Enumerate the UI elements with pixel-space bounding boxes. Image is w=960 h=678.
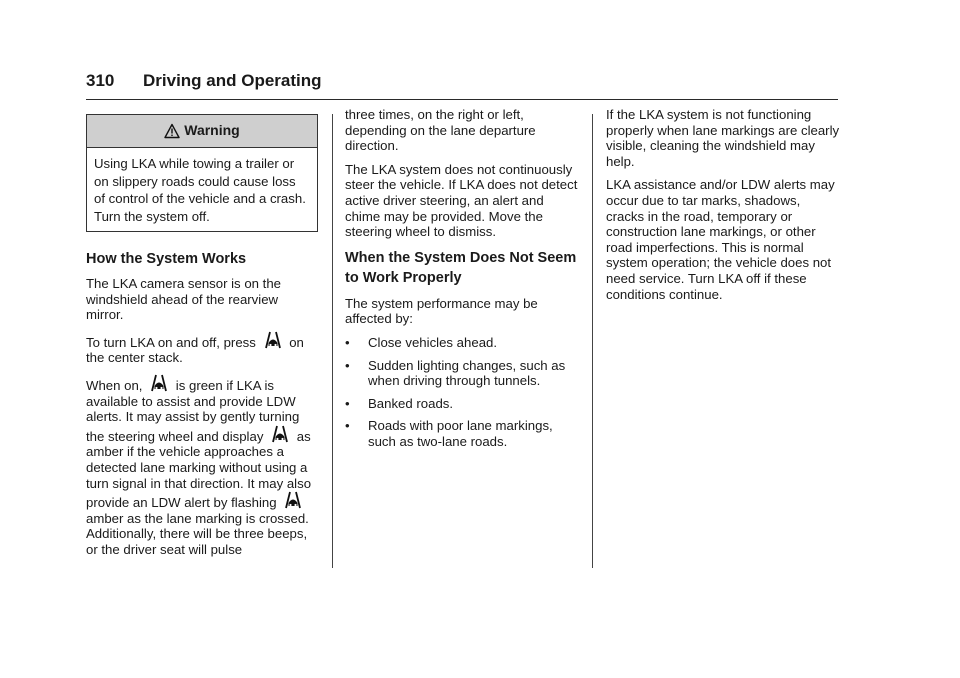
warning-header [87,115,317,148]
text-fragment: is green if LKA is available to assist and provide LDW alerts. It may assist by gently turning the steering wheel and display [86,377,300,444]
paragraph-turn-on [86,331,318,366]
header-rule [86,99,838,100]
list-item [345,358,580,389]
text-fragment: on the center stack. [86,334,304,366]
warning-text: Using LKA while towing a trailer or on slippery roads could cause loss of control of the vehicle and a crash. Turn the system off. [94,156,306,224]
bullet: • [345,418,350,434]
list-item-text: Sudden lighting changes, such as when driving through tunnels. [368,357,566,389]
affected-by-list [345,335,580,450]
list-item-text: Roads with poor lane markings, such as two-lane roads. [368,418,553,449]
column-3 [606,107,841,310]
list-item [345,418,580,449]
bullet: • [345,334,350,350]
column-1 [86,114,318,566]
list-item-text: Close vehicles ahead. [368,334,498,350]
lane-keep-assist-icon [281,491,305,509]
paragraph-three-times: three times, on the right or left, depending on the lane departure direction. [345,107,536,154]
list-item-text: Banked roads. [368,395,454,411]
page-header [86,71,838,99]
list-item [345,396,580,412]
bullet: • [345,395,350,411]
text-fragment: as amber if the vehicle approaches a detected lane marking without using a turn signal in that direction. It may also provide an LDW alert by flashing [86,428,312,511]
page-title: Driving and Operating [143,71,322,90]
list-item [345,335,580,351]
warning-triangle-icon [164,123,180,139]
paragraph-camera-sensor: The LKA camera sensor is on the windshield ahead of the rearview mirror. [86,276,281,323]
lane-keep-assist-icon [147,374,171,392]
paragraph-not-continuous: The LKA system does not continuously steer the vehicle. If LKA does not detect active driver steering, an alert and chime may be provided. Move the steering wheel to dismiss. [345,161,578,240]
column-divider-right [592,114,593,568]
bullet: • [345,357,350,373]
paragraph-not-functioning: If the LKA system is not functioning properly when lane markings are clearly visible, cleaning the windshield may help. [606,107,840,169]
paragraph-false-alerts: LKA assistance and/or LDW alerts may occur due to tar marks, shadows, cracks in the road, temporary or construction lane markings, or other road imperfections. This is normal system operation; the vehicle does not need service. Turn LKA off if these conditions continue. [606,177,835,302]
paragraph-when-on [86,374,318,558]
text-fragment: amber as the lane marking is crossed. Additionally, there will be three beeps, or the driver seat will pulse [86,510,309,557]
warning-box [86,114,318,232]
warning-title: Warning [184,122,240,139]
text-fragment: When on, [86,377,143,393]
section-heading-how-it-works: How the System Works [86,251,247,267]
paragraph-affected-by: The system performance may be affected by: [345,295,538,327]
text-fragment: To turn LKA on and off, press [86,334,256,350]
lane-keep-assist-icon [261,331,285,349]
section-heading-not-working: When the System Does Not Seem to Work Properly [345,249,577,286]
column-2 [345,107,580,457]
page-number: 310 [86,71,115,90]
column-divider-left [332,114,333,568]
lane-keep-assist-icon [268,425,292,443]
